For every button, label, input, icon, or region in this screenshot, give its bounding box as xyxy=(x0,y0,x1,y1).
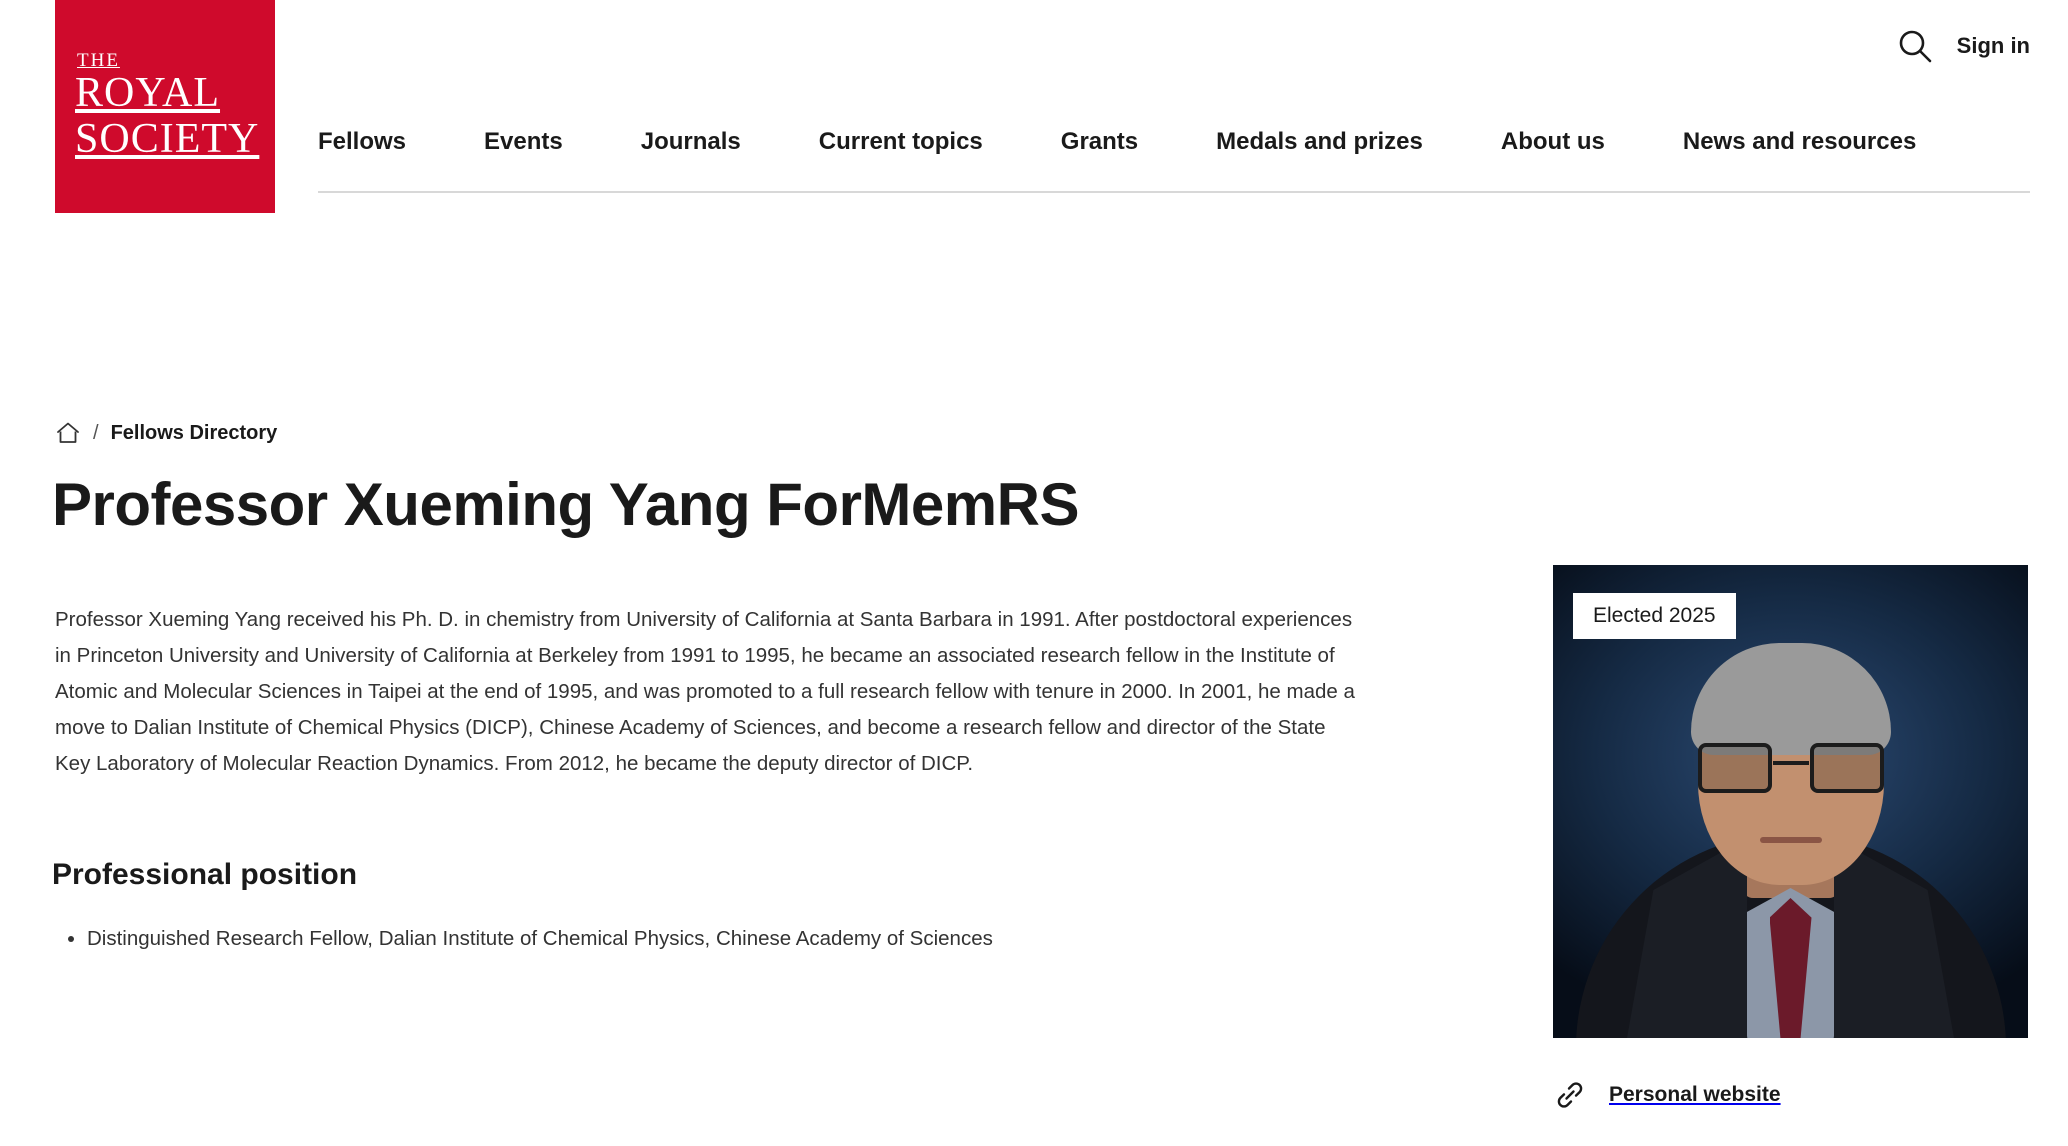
logo-line-the: THE xyxy=(77,49,120,71)
personal-website-link[interactable] xyxy=(1553,1078,1781,1112)
personal-website-label: Personal website xyxy=(1609,1083,1781,1106)
section-heading-professional-position: Professional position xyxy=(52,858,358,891)
breadcrumb xyxy=(55,420,277,446)
page-title: Professor Xueming Yang ForMemRS xyxy=(52,471,1079,538)
portrait-hair xyxy=(1691,643,1891,755)
nav-item-current-topics[interactable]: Current topics xyxy=(818,128,983,155)
main-navigation xyxy=(318,128,2030,193)
search-icon[interactable] xyxy=(1895,26,1935,66)
breadcrumb-separator: / xyxy=(93,421,99,444)
list-item: • Distinguished Research Fellow, Dalian Institute of Chemical Physics, Chinese Academy of Sciences xyxy=(87,922,1355,956)
site-header xyxy=(0,0,2068,213)
header-utility-row xyxy=(1895,26,2030,66)
nav-item-events[interactable]: Events xyxy=(484,128,563,155)
breadcrumb-fellows-directory[interactable]: Fellows Directory xyxy=(110,421,278,444)
portrait-glasses xyxy=(1696,743,1886,795)
portrait-mouth xyxy=(1760,837,1822,843)
nav-item-fellows[interactable]: Fellows xyxy=(318,128,407,155)
nav-item-journals[interactable]: Journals xyxy=(640,128,741,155)
link-icon xyxy=(1553,1078,1587,1112)
elected-year-badge: Elected 2025 xyxy=(1573,593,1736,639)
nav-item-grants[interactable]: Grants xyxy=(1060,128,1139,155)
nav-item-news-and-resources[interactable]: News and resources xyxy=(1682,128,1917,155)
fellow-portrait-image xyxy=(1553,565,2028,1038)
nav-item-about-us[interactable]: About us xyxy=(1500,128,1605,155)
portrait-lens-right xyxy=(1810,743,1884,793)
logo-line-royal: ROYAL xyxy=(75,70,221,117)
professional-position-list xyxy=(55,922,1355,956)
sign-in-link[interactable]: Sign in xyxy=(1956,33,2030,58)
nav-item-medals-and-prizes[interactable]: Medals and prizes xyxy=(1216,128,1423,155)
biography-text: Professor Xueming Yang received his Ph. D. in chemistry from University of California at Santa Barbara in 1991. After postdoctoral experiences in Princeton University and University of California at Berkeley from 1991 to 1995, he became an associated research fellow in the Institute of Atomic and Molecular Sciences in Taipei at the end of 1995, and was promoted to a full research fellow with tenure in 2000. In 2001, he made a move to Dalian Institute of Chemical Physics (DICP), Chinese Academy of Sciences, and become a research fellow and director of the State Key Laboratory of Molecular Reaction Dynamics. From 2012, he became the deputy director of DICP. xyxy=(55,608,1355,775)
royal-society-logo[interactable] xyxy=(55,0,275,213)
logo-line-society: SOCIETY xyxy=(75,115,260,162)
portrait-card xyxy=(1553,565,2028,1038)
home-icon[interactable] xyxy=(55,420,81,446)
portrait-lens-left xyxy=(1698,743,1772,793)
portrait-glasses-bridge xyxy=(1773,761,1809,765)
